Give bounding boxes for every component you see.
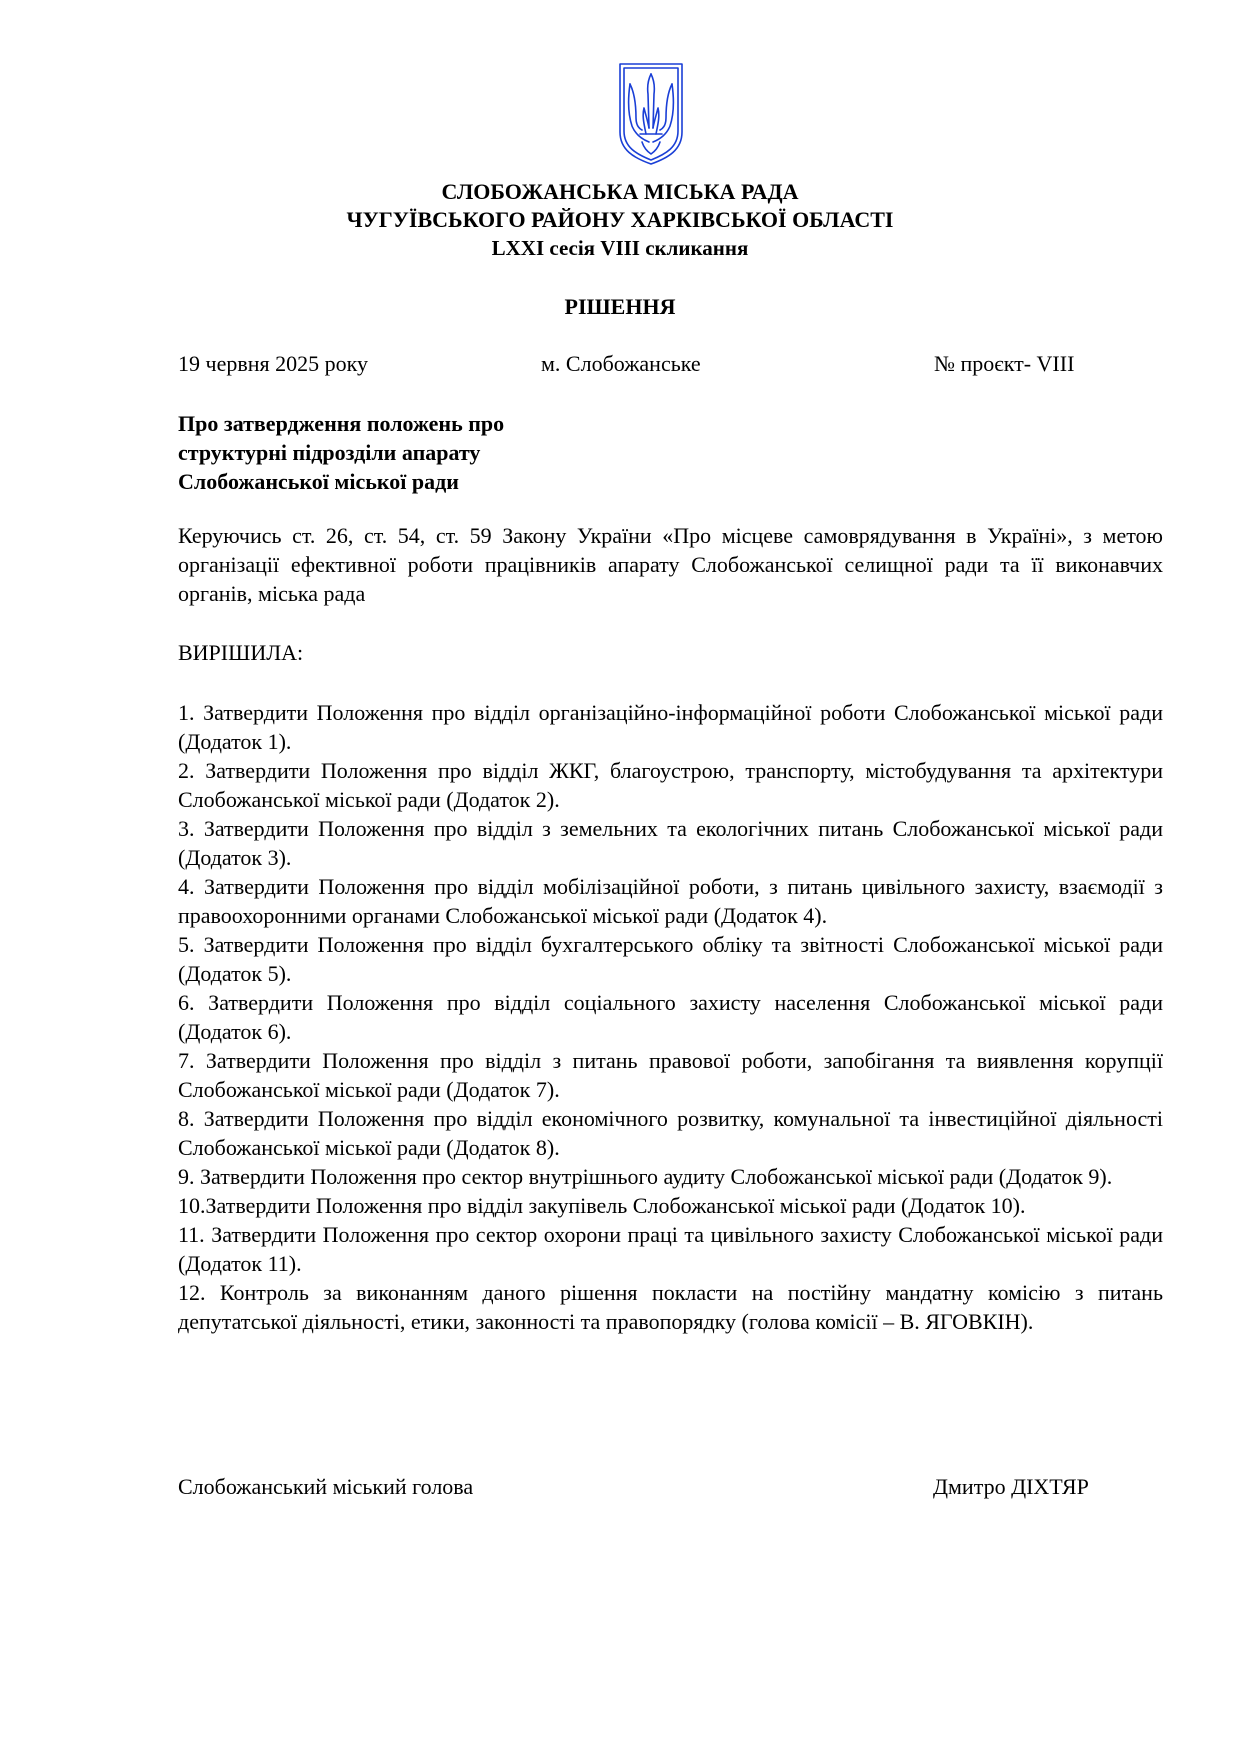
signatory-name: Дмитро ДІХТЯР [933, 1474, 1089, 1499]
decision-item: 7. Затвердити Положення про відділ з питань правової роботи, запобігання та виявлення корупції Слобожанської міської ради (Додаток 7). [178, 1048, 1163, 1102]
decision-item: 10.Затвердити Положення про відділ закупівель Слобожанської міської ради (Додаток 10). [178, 1193, 1026, 1218]
document-type-title: РІШЕННЯ [564, 294, 676, 319]
decision-item: 2. Затвердити Положення про відділ ЖКГ, благоустрою, транспорту, містобудування та архітектури Слобожанської міської ради (Додаток 2). [178, 758, 1163, 812]
document-header [0, 178, 1240, 262]
decision-item: 6. Затвердити Положення про відділ соціального захисту населення Слобожанської міської ради (Додаток 6). [178, 990, 1163, 1044]
document-place: м. Слобожанське [541, 351, 701, 376]
decision-item: 11. Затвердити Положення про сектор охорони праці та цивільного захисту Слобожанської міської ради (Додаток 11). [178, 1222, 1163, 1276]
subject-line: Слобожанської міської ради [178, 469, 459, 494]
signatory-title: Слобожанський міський голова [178, 1474, 474, 1499]
decision-item: 5. Затвердити Положення про відділ бухгалтерського обліку та звітності Слобожанської міської ради (Додаток 5). [178, 932, 1163, 986]
decision-item: 1. Затвердити Положення про відділ організаційно-інформаційної роботи Слобожанської міської ради (Додаток 1). [178, 700, 1163, 754]
decided-label: ВИРІШИЛА: [178, 640, 304, 665]
decision-item: 8. Затвердити Положення про відділ економічного розвитку, комунальної та інвестиційної діяльності Слобожанської міської ради (Додаток 8). [178, 1106, 1163, 1160]
document-number: № проєкт- VIII [934, 351, 1075, 376]
decision-subject [178, 409, 678, 496]
district-name: ЧУГУЇВСЬКОГО РАЙОНУ ХАРКІВСЬКОЇ ОБЛАСТІ [346, 207, 894, 232]
ukraine-trident-icon [618, 62, 684, 166]
subject-line: структурні підрозділи апарату [178, 440, 481, 465]
decision-item: 3. Затвердити Положення про відділ з земельних та екологічних питань Слобожанської міської ради (Додаток 3). [178, 816, 1163, 870]
document-date: 19 червня 2025 року [178, 351, 368, 376]
preamble-paragraph: Керуючись ст. 26, ст. 54, ст. 59 Закону України «Про місцеве самоврядування в Україні», з метою організації ефективної роботи працівників апарату Слобожанської селищної ради та її виконавчих органів, міська рада [178, 523, 1163, 606]
decision-item: 9. Затвердити Положення про сектор внутрішнього аудиту Слобожанської міської ради (Додаток 9). [178, 1164, 1113, 1189]
decision-items-list [178, 698, 1163, 1336]
session-info: LXXI сесія VIII скликання [491, 236, 749, 260]
subject-line: Про затвердження положень про [178, 411, 505, 436]
decision-item: 12. Контроль за виконанням даного рішення покласти на постійну мандатну комісію з питань депутатської діяльності, етики, законності та правопорядку (голова комісії – В. ЯГОВКІН). [178, 1280, 1163, 1334]
decision-item: 4. Затвердити Положення про відділ мобілізаційної роботи, з питань цивільного захисту, взаємодії з правоохоронними органами Слобожанської міської ради (Додаток 4). [178, 874, 1163, 928]
council-name: СЛОБОЖАНСЬКА МІСЬКА РАДА [441, 179, 799, 204]
